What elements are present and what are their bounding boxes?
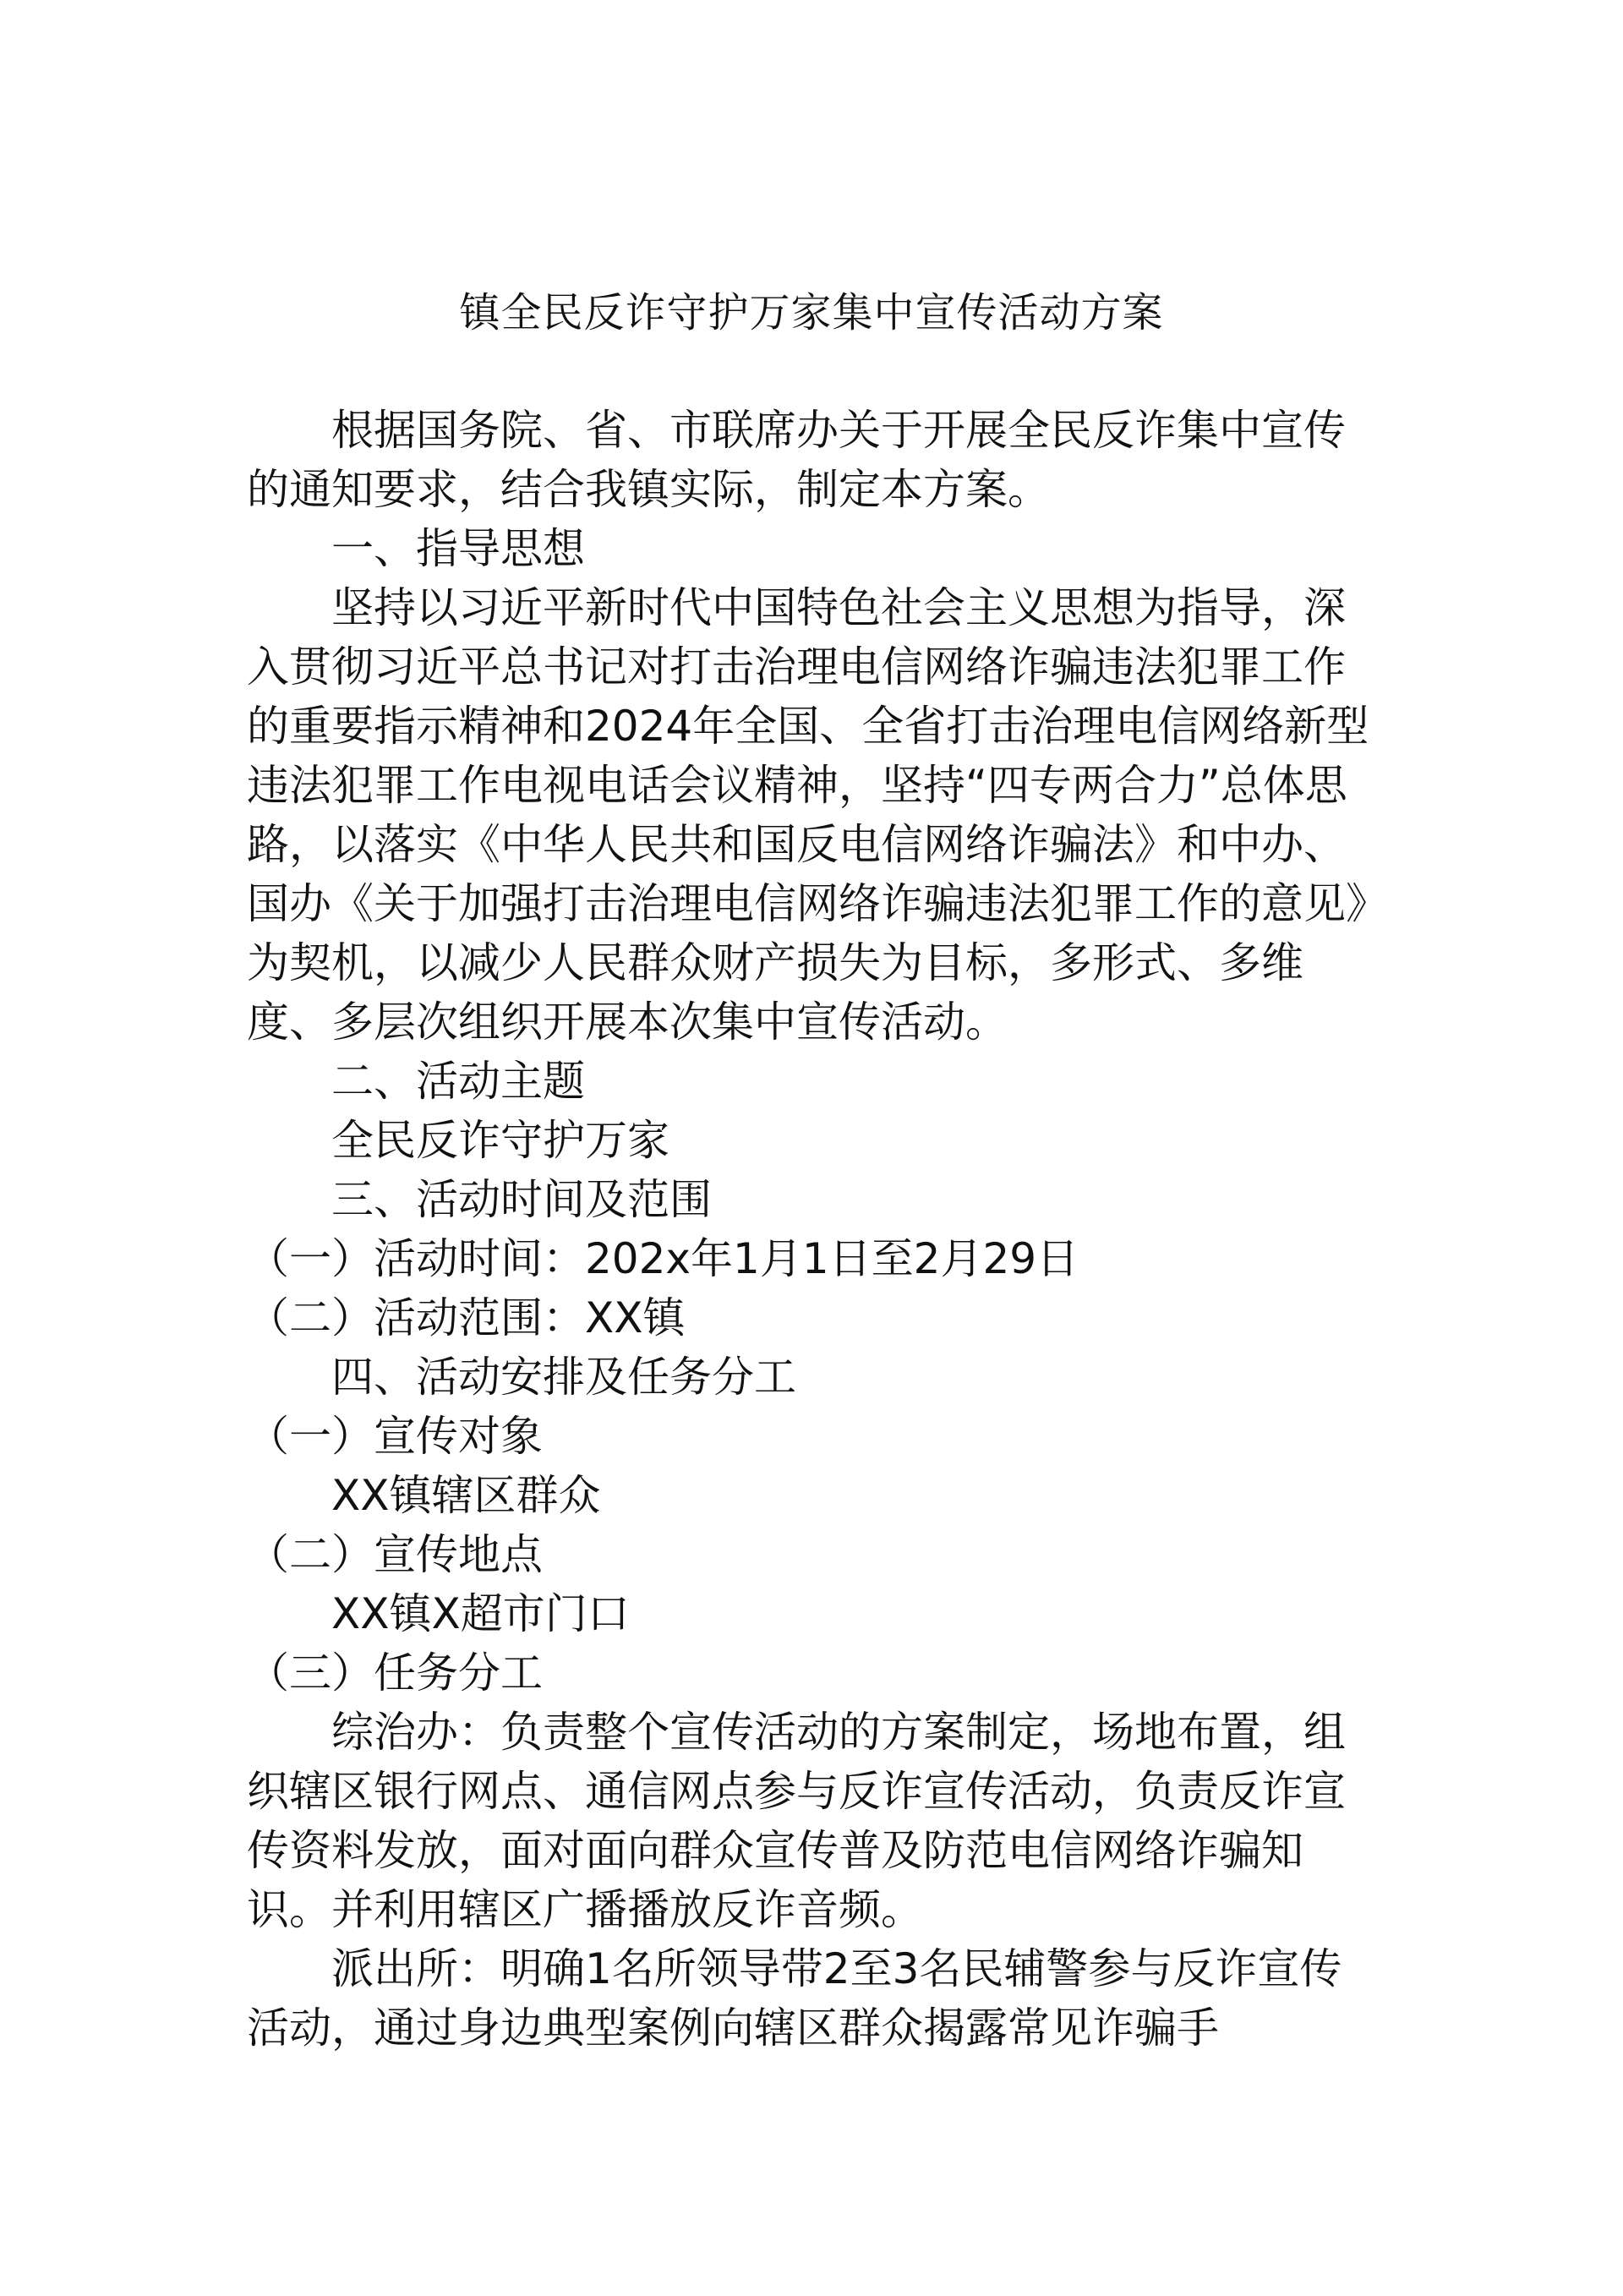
subheading-task-division: （三）任务分工: [247, 1648, 543, 1697]
subheading-audience: （一）宣传对象: [247, 1412, 543, 1461]
document-title: 镇全民反诈守护万家集中宣传活动方案: [459, 289, 1164, 336]
section-heading-arrangements: 四、活动安排及任务分工: [331, 1353, 796, 1402]
section-heading-time-scope: 三、活动时间及范围: [331, 1175, 712, 1224]
activity-theme-text: 全民反诈守护万家: [331, 1116, 669, 1165]
task-comprehensive-office: 综治办：负责整个宣传活动的方案制定，场地布置，组织辖区银行网点、通信网点参与反诈宣传活动，负责反诈宣传资料发放，面对面向群众宣传普及防范电信网络诈骗知识。并利用辖区广播播放反诈音频。: [247, 1708, 1346, 1934]
section-heading-guiding-thought: 一、指导思想: [331, 524, 585, 573]
section-heading-activity-theme: 二、活动主题: [331, 1057, 585, 1106]
activity-scope-item: （二）活动范围：XX镇: [247, 1293, 686, 1342]
guiding-thought-paragraph: 坚持以习近平新时代中国特色社会主义思想为指导，深入贯彻习近平总书记对打击治理电信网络诈骗违法犯罪工作的重要指示精神和2024年全国、全省打击治理电信网络新型违法犯罪工作电视电话会议精神，坚持“四专两合力”总体思路，以落实《中华人民共和国反电信网络诈骗法》和中办、国办《关于加强打击治理电信网络诈骗违法犯罪工作的意见》为契机，以减少人民群众财产损失为目标，多形式、多维度、多层次组织开展本次集中宣传活动。: [247, 583, 1369, 1047]
subheading-location: （二）宣传地点: [247, 1530, 543, 1579]
activity-time-item: （一）活动时间：202x年1月1日至2月29日: [247, 1234, 1079, 1283]
document-body: [247, 401, 1376, 2058]
audience-text: XX镇辖区群众: [331, 1471, 601, 1520]
task-police-station: 派出所：明确1名所领导带2至3名民辅警参与反诈宣传活动，通过身边典型案例向辖区群众揭露常见诈骗手: [247, 1944, 1342, 2053]
location-text: XX镇X超市门口: [331, 1589, 630, 1638]
intro-paragraph: 根据国务院、省、市联席办关于开展全民反诈集中宣传的通知要求，结合我镇实际，制定本方案。: [247, 406, 1346, 514]
